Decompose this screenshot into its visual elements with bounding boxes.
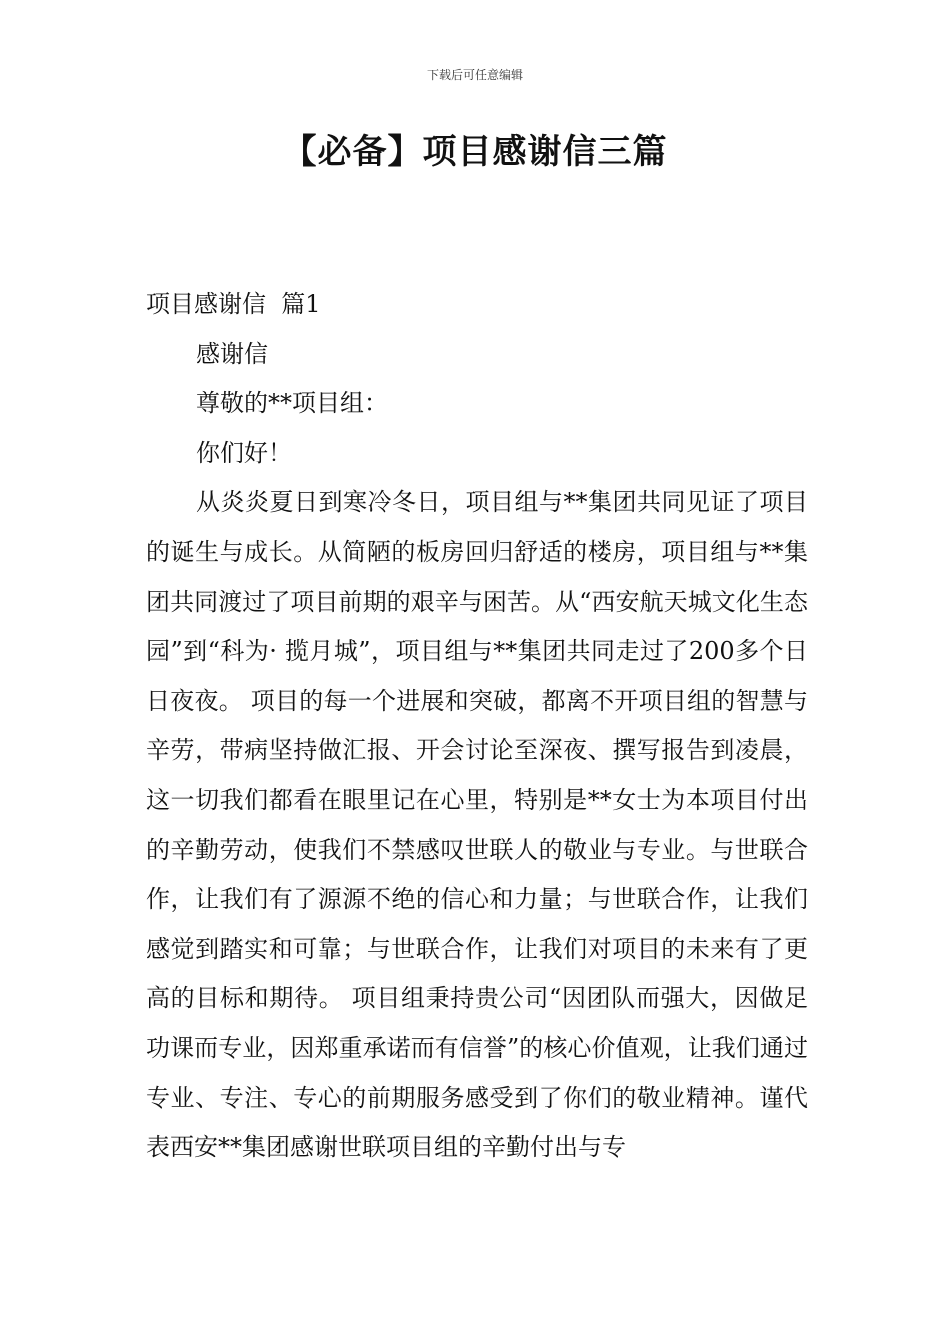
document-title: 【必备】项目感谢信三篇 <box>282 132 668 172</box>
letter-greeting: 你们好！ <box>196 438 292 467</box>
document-body <box>146 280 808 1173</box>
letter-salutation: 尊敬的**项目组： <box>196 389 388 418</box>
letter-title: 感谢信 <box>196 339 268 368</box>
page-header-note: 下载后可任意编辑 <box>426 68 523 82</box>
section-heading: 项目感谢信 篇1 <box>146 290 321 318</box>
letter-body-paragraph: 从炎炎夏日到寒冷冬日，项目组与**集团共同见证了项目的诞生与成长。从简陋的板房回归舒适的楼房，项目组与**集团共同渡过了项目前期的艰辛与困苦。从“西安航天城文化生态园”到“科为· 揽月城”，项目组与**集团共同走过了200多个日日夜夜。 项目的每一个进展和突破，都离不开项目组的智慧与辛劳，带病坚持做汇报、开会讨论至深夜、撰写报告到凌晨，这一切我们都看在眼里记在心里，特别是**女士为本项目付出的辛勤劳动，使我们不禁感叹世联人的敬业与专业。与世联合作，让我们有了源源不绝的信心和力量；与世联合作，让我们感觉到踏实和可靠；与世联合作，让我们对项目的未来有了更高的目标和期待。 项目组秉持贵公司“因团队而强大，因做足功课而专业，因郑重承诺而有信誉”的核心价值观，让我们通过专业、专注、专心的前期服务感受到了你们的敬业精神。谨代表西安**集团感谢世联项目组的辛勤付出与专 <box>146 488 808 1162</box>
